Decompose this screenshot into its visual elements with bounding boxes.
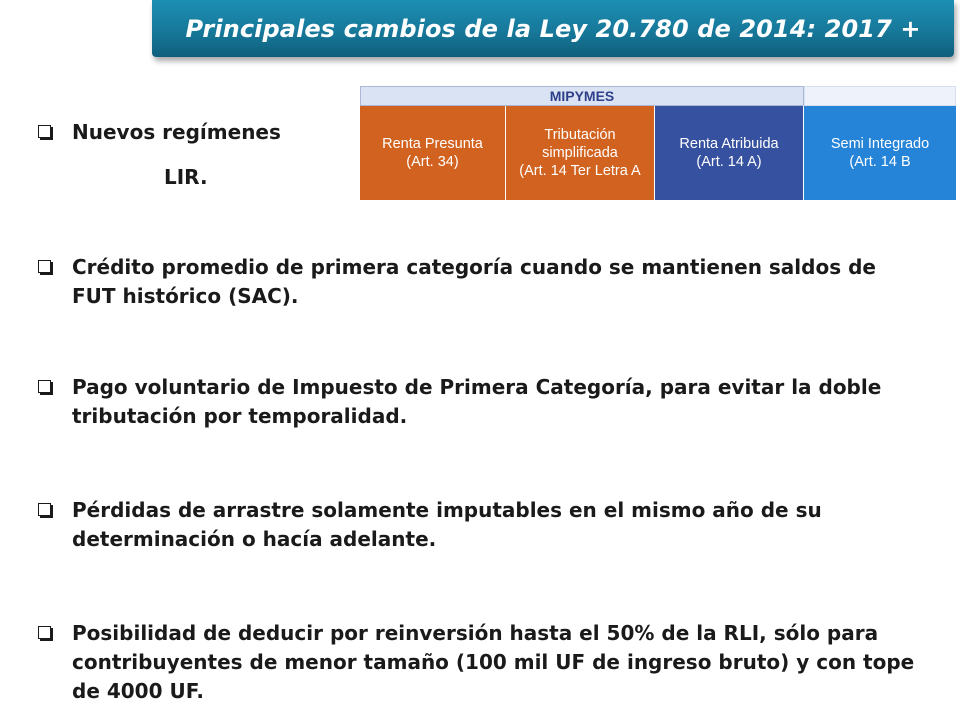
regime-cell-renta-presunta: Renta Presunta (Art. 34) xyxy=(360,106,506,200)
bullet-item xyxy=(38,619,928,706)
lir-label: LIR. xyxy=(164,165,208,189)
bullet-text: Pérdidas de arrastre solamente imputables en el mismo año de su determinación o hacía adelante. xyxy=(72,498,822,551)
checkbox-bullet-icon xyxy=(38,626,51,639)
title-bar xyxy=(152,0,954,57)
bullet-text: Crédito promedio de primera categoría cuando se mantienen saldos de FUT histórico (SAC). xyxy=(72,255,876,308)
checkbox-bullet-icon xyxy=(38,260,51,273)
regime-cell-tributacion-simplificada: Tributación simplificada (Art. 14 Ter Letra A xyxy=(506,106,655,200)
bullet-item xyxy=(38,118,338,147)
regimes-table xyxy=(360,86,956,200)
bullet-text: Pago voluntario de Impuesto de Primera Categoría, para evitar la doble tributación por temporalidad. xyxy=(72,375,882,428)
header-spacer xyxy=(804,86,956,106)
checkbox-bullet-icon xyxy=(38,125,51,138)
bullet-text: Nuevos regímenes xyxy=(72,120,281,144)
mipymes-header: MIPYMES xyxy=(360,86,804,106)
checkbox-bullet-icon xyxy=(38,503,51,516)
bullet-item xyxy=(38,496,918,554)
checkbox-bullet-icon xyxy=(38,380,51,393)
slide-title: Principales cambios de la Ley 20.780 de 2014: 2017 + xyxy=(185,14,921,43)
regime-cell-renta-atribuida: Renta Atribuida (Art. 14 A) xyxy=(655,106,804,200)
bullet-text: Posibilidad de deducir por reinversión hasta el 50% de la RLI, sólo para contribuyentes de menor tamaño (100 mil UF de ingreso bruto) y con tope de 4000 UF. xyxy=(72,621,915,703)
bullet-item xyxy=(38,253,918,311)
bullet-item xyxy=(38,373,918,431)
regime-cell-semi-integrado: Semi Integrado (Art. 14 B xyxy=(804,106,956,200)
